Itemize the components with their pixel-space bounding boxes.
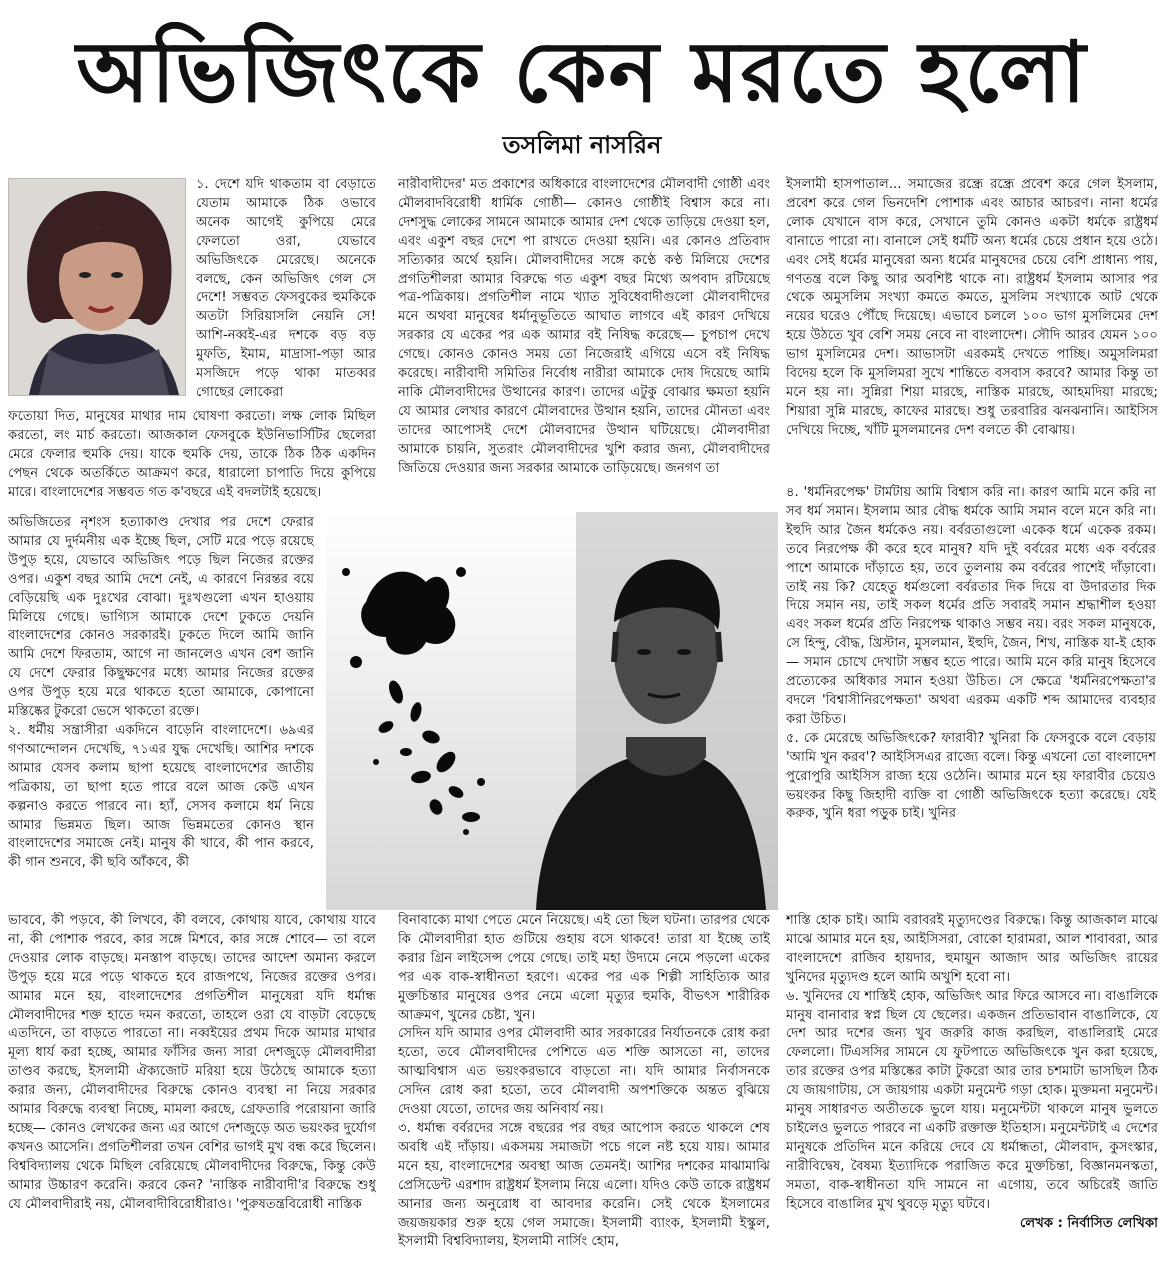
paragraph: সেদিন যদি আমার ওপর মৌলবাদী আর সরকারের নির্যাতনকে রোধ করা হতো, তবে মৌলবাদীদের পেশিতে এত শক্তি আসতো না, তাদের আত্মবিশ্বাস এত ভয়ংকরভাবে বাড়তো না। যদি আমার নির্বাসনকে সেদিন রোধ করা হতো, তবে মৌলবাদী অপশক্তিকে অন্তত বুঝিয়ে দেওয়া যেতো, তাদের জয় অনিবার্য নয়।: [398, 1026, 770, 1118]
paragraph: ভাববে, কী পড়বে, কী লিখবে, কী বলবে, কোথায় যাবে, কোথায় যাবে না, কী পোশাক পরবে, কার সঙ্গে মিশবে, কার সঙ্গে শোবে— তা বলে দেওয়ার লোক বাড়ছে। মনস্তাপ বাড়ছে। তাদের আদেশ অমান্য করলে উপুড় হয়ে মরে পড়ে থাকতে হবে রাজপথে, নিজের রক্তের ওপর। আমার মনে হয়, বাংলাদেশের প্রগতিশীল মানুষেরা যদি ধর্মান্ধ মৌলবাদীদের শক্ত হাতে দমন করতো, তাহলে ওরা যে বাড়টা বেড়েছে এতদিনে, তা বাড়তে পারতো না। নব্বইয়ের প্রথম দিকে আমার মাথার মূল্য ধার্য করা হচ্ছে, আমার ফাঁসির জন্য সারা দেশজুড়ে মৌলবাদীরা তাণ্ডব করছে, ইসলামী ঐক্যজোট মরিয়া হয়ে উঠেছে আমাকে হত্যা করার জন্য, মৌলবাদীদের বিরুদ্ধে কোনও ব্যবস্থা না নিয়ে সরকার আমার বিরুদ্ধে ব্যবস্থা নিচ্ছে, মামলা করছে, গ্রেফতারি পরোয়ানা জারি হচ্ছে— কোনও লেখকের জন্য এর আগে দেশজুড়ে অত ভয়ংকর দুর্যোগ কখনও আসেনি। প্রগতিশীলরা তখন বেশির ভাগই মুখ বন্ধ করে ছিলেন। বিশ্ববিদ্যালয় থেকে মিছিল বেরিয়েছে মৌলবাদীদের বিরুদ্ধে, কিন্তু কেউ আমার উচ্চারণ করেনি। করবে কেন? 'নাস্তিক নারীবাদী'র বিরুদ্ধে শুধু যে মৌলবাদীরাই নয়, মৌলবাদীবিরোধীরাও। 'পুরুষতন্ত্রবিরোধী নাস্তিক: [8, 913, 376, 1212]
paragraph: ৫. কে মেরেছে অভিজিৎকে? ফারাবী? খুনিরা কি ফেসবুকে বলে বেড়ায় 'আমি খুন করব'? আইসিসএর রাজ্যে বলে। কিন্তু এখনো তো বাংলাদেশ পুরোপুরি আইসিস রাজ্য হয়ে ওঠেনি। আমার মনে হয় ফারাবীর চেয়েও ভয়ংকর কিছু জিহাদী ব্যক্তি বা গোষ্ঠী অভিজিৎকে হত্যা করেছে। যেই করুক, খুনি ধরা পড়ুক চাই। খুনির: [786, 730, 1156, 822]
column-bottom-right: [786, 912, 1158, 1264]
paragraph: অভিজিতের নৃশংস হত্যাকাণ্ড দেখার পর দেশে ফেরার আমার যে দুর্দমনীয় এক ইচ্ছে ছিল, সেটি মরে পড়ে রয়েছে উপুড় হয়ে, যেভাবে অভিজিৎ পড়ে ছিল নিজের রক্তের ওপর। একুশ বছর আমি দেশে নেই, এ কারণে নিরন্তর বয়ে বেড়িয়েছি এক দুঃখের বোঝা। দুঃখগুলো এখন হাওয়ায় মিলিয়ে গেছে। ভাগ্যিস আমাকে দেশে ঢুকতে দেয়নি বাংলাদেশের কোনও সরকারই। ঢুকতে দিলে আমি জানি আমি দেশে ফিরতাম, আগে না জানলেও এখন বেশ জানি যে দেশে ফেরার কিছুক্ষণের মধ্যে আমার নিজের রক্তের ওপর উপুড় হয়ে মরে থাকতে হতো আমাকে, কোপানো মস্তিষ্কের টুকরো ভেসে থাকতো রক্তে।: [8, 515, 314, 720]
paragraph: ১. দেশে যদি থাকতাম বা বেড়াতে যেতাম আমাকে ঠিক ওভাবে অনেক আগেই কুপিয়ে মেরে ফেলতো ওরা, যেভাবে অভিজিৎকে মেরেছে। অনেকে বলছে, কেন অভিজিৎ গেল সে দেশে! সম্ভবত ফেসবুকের হুমকিকে অতটা সিরিয়াসলি নেয়নি সে! আশি-নব্বই-এর দশকে বড় বড় মুফতি, ইমাম, মাদ্রাসা-পড়া আর মসজিদে পড়ে থাকা মাতব্বর গোছের লোকেরা: [196, 177, 376, 400]
byline: তসলিমা নাসরিন: [502, 131, 662, 159]
paragraph: বিনাবাক্যে মাথা পেতে মেনে নিয়েছে। এই তো ছিল ঘটনা। তারপর থেকে কি মৌলবাদীরা হাত গুটিয়ে গুহায় বসে থাকবে! তারা যা ইচ্ছে তাই করার গ্রিন লাইসেন্স পেয়ে গেছে। তাই মহা উদ্যমে নেমে পড়লো একের পর এক বাক-স্বাধীনতা হরণে। একের পর এক শিল্পী সাহিত্যিক আর মুক্তচিন্তার মানুষের ওপর নেমে এলো মৃত্যুর হুমকি, বীভৎস শারীরিক আক্রমণ, খুনের চেষ্টা, খুন।: [398, 913, 770, 1023]
main-photo: [326, 512, 778, 910]
column-2-bottom: [398, 912, 770, 1264]
headline: অভিজিৎকে কেন মরতে হলো: [76, 23, 1088, 121]
author-portrait-image: [9, 179, 185, 395]
paragraph: শাস্তি হোক চাই। আমি বরাবরই মৃত্যুদণ্ডের বিরুদ্ধে। কিন্তু আজকাল মাঝে মাঝে আমার মনে হয়, আইসিসরা, বোকো হারামরা, আল শাবাবরা, আর বাংলাদেশে রাজিব হায়দার, হুমায়ুন আজাদ আর অভিজিৎ রায়ের খুনিদের মৃত্যুদণ্ড হলে আমি অখুশি হবো না।: [786, 913, 1158, 985]
paragraph: ৬. খুনিদের যে শাস্তিই হোক, অভিজিৎ আর ফিরে আসবে না। বাঙালিকে মানুষ বানাবার স্বপ্ন ছিল যে ছেলের। একজন প্রতিভাবান বাঙালিকে, যে দেশ আর দশের জন্য খুব জরুরি কাজ করছিল, বাঙালিরাই মেরে ফেললো। টিএসসির সামনে যে ফুটপাতে অভিজিৎকে খুন করা হয়েছে, তার রক্তের ওপর মস্তিষ্কের কাটা টুকরো আর তার চশমাটা ভাসছিল ঠিক যে জায়গাটায়, সে জায়গায় একটা মনুমেন্ট গড়া হোক। মুক্তমনা মনুমেন্ট। মানুষ সাধারণত অতীতকে ভুলে যায়। মনুমেন্টটা থাকলে মানুষ ভুলতে চাইলেও ভুলতে পারবে না একটি রক্তাক্ত ইতিহাস। মনুমেন্টটাই এ দেশের মানুষকে প্রতিদিন মনে করিয়ে দেবে যে ধর্মান্ধতা, মৌলবাদ, কুসংস্কার, নারীবিদ্বেষ, বৈষম্য ইত্যাদিকে পরাজিত করে মুক্তচিন্তা, বিজ্ঞানমনস্কতা, সমতা, বাক-স্বাধীনতা যদি সামনে না এগোয়, তবে অচিরেই জাতি হিসেবে বাঙালির মুখ থুবড়ে মৃত্যু ঘটবে।: [786, 988, 1158, 1212]
column-1-top: [196, 176, 376, 406]
paragraph: ফতোয়া দিত, মানুষের মাথার দাম ঘোষণা করতো। লক্ষ লোক মিছিল করতো, লং মার্চ করতো। আজকাল ফেসবুকে ইউনিভার্সিটির ছেলেরা মেরে ফেলার হুমকি দেয়। যাকে হুমকি দেয়, তাকে ঠিক ঠিক একদিন পেছন থেকে অতর্কিতে আক্রমণ করে, ধারালো চাপাতি দিয়ে কুপিয়ে মারে। বাংলাদেশের সম্ভবত গত ক'বছরে এই বদলটাই হয়েছে।: [8, 409, 376, 500]
column-3-middle: [786, 484, 1156, 910]
column-1-continued: [8, 408, 376, 508]
paragraph: ৪. 'ধর্মনিরপেক্ষ' টার্মটায় আমি বিশ্বাস করি না। কারণ আমি মনে করি না সব ধর্ম সমান। ইসলাম আর বৌদ্ধ ধর্মকে আমি সমান বলে মনে করি না। ইহুদি আর জৈন ধর্মকেও নয়। বর্বরতাগুলো একেক ধর্মে একেক রকম। তবে নিরপেক্ষ কী করে হবে মানুষ? যদি দুই বর্বরের মধ্যে এক বর্বরের পাশে আমাকে দাঁড়াতে হয়, তবে তুলনায় কম বর্বরের পাশেই দাঁড়াবো। তাই নয় কি? যেহেতু ধর্মগুলো বর্বরতার দিক দিয়ে বা উদারতার দিক দিয়ে সমান নয়, তাই সকল ধর্মের প্রতি সবারই সমান শ্রদ্ধাশীল হওয়া এবং সকল ধর্মের প্রতি নিরপেক্ষ থাকাও সম্ভব নয়। বরং সকল মানুষকে, সে হিন্দু, বৌদ্ধ, খ্রিস্টান, মুসলমান, ইহুদি, জৈন, শিখ, নাস্তিক যা-ই হোক— সমান চোখে দেখাটা সম্ভব হতে পারে। আমি মনে করি মানুষ হিসেবে প্রত্যেকের অধিকার সমান হওয়া উচিত। সে ক্ষেত্রে 'ধর্মনিরপেক্ষতা'র বদলে 'বিশ্বাসীনিরপেক্ষতা' অথবা এরকম একটি শব্দ আমাদের ব্যবহার করা উচিত।: [786, 485, 1156, 727]
column-bottom-left: [8, 912, 376, 1264]
paragraph: ৩. ধর্মান্ধ বর্বরদের সঙ্গে বছরের পর বছর আপোস করতে থাকলে শেষ অবধি এই দাঁড়ায়। একসময় সমাজটা পচে গলে নষ্ট হয়ে যায়। আমার মনে হয়, বাংলাদেশের অবস্থা আজ তেমনই। আশির দশকের মাঝামাঝি প্রেসিডেন্ট এরশাদ রাষ্ট্রধর্ম ইসলাম নিয়ে এলো। যদিও কেউ তাকে রাষ্ট্রধর্ম আনার জন্য অনুরোধ বা আবদার করেনি। সেই থেকে ইসলামের জয়জয়কার শুরু হয়ে গেল সমাজে। ইসলামী ব্যাংক, ইসলামী ইস্কুল, ইসলামী বিশ্ববিদ্যালয়, ইসলামী নার্সিং হোম,: [398, 1120, 770, 1250]
column-1-lower: [8, 514, 314, 910]
main-photo-image: [326, 512, 778, 910]
author-portrait: [8, 178, 186, 396]
paragraph: ইসলামী হাসপাতাল... সমাজের রন্ধ্রে রন্ধ্রে প্রবেশ করে গেল ইসলাম, প্রবেশ করে গেল ভিনদেশি পোশাক এবং আচার আচরণ। নানা ধর্মের লোক যেখানে বাস করে, সেখানে তুমি কোনও একটা ধর্মকে রাষ্ট্রধর্ম বানাতে পারো না। বানালে সেই ধর্মটি অন্য ধর্মের চেয়ে প্রধান হয়ে ওঠে। এবং সেই ধর্মের মানুষেরা অন্য ধর্মের মানুষদের চেয়ে বেশি প্রাধান্য পায়, গণতন্ত্র বলে কিছু আর অবশিষ্ট থাকে না। রাষ্ট্রধর্ম ইসলাম আসার পর থেকে অমুসলিম সংখ্যা কমতে কমতে, মুসলিম সংখ্যাকে আট থেকে নয়ের ঘরেও পৌঁছে দিয়েছে। এভাবে চললে ১০০ ভাগ মুসলিমের দেশ হয়ে উঠতে খুব বেশি সময় নেবে না বাংলাদেশ। সৌদি আরব যেমন ১০০ ভাগ মুসলিমের দেশ। আভাসটা এরকমই দেখতে পাচ্ছি। অমুসলিমরা বিদেয় হলে কি মুসলিমরা সুখে শান্তিতে বসবাস করবে? আমার কিন্তু তা মনে হয় না। সুন্নিরা শিয়া মারছে, নাস্তিক মারছে, আহমদিয়া মারছে; শিয়ারা সুন্নি মারছে, কাফের মারছে। শুধু তরবারির ঝনঝনানি। আইসিস দেখিয়ে দিচ্ছে, খাঁটি মুসলমানের দেশ বলতে কী বোঝায়।: [786, 177, 1158, 438]
paragraph: ২. ধর্মীয় সন্ত্রাসীরা একদিনে বাড়েনি বাংলাদেশে। ৬৯এর গণআন্দোলন দেখেছি, ৭১এর যুদ্ধ দেখেছি। আশির দশকে আমার যেসব কলাম ছাপা হয়েছে বাংলাদেশের জাতীয় পত্রিকায়, তা ছাপা হতে পারে বলে আজ কেউ এখন কল্পনাও করতে পারবে না। হ্যাঁ, সেসব কলামে ধর্ম নিয়ে আমার ভিন্নমত ছিল। আজ ভিন্নমতের কোনও স্থান বাংলাদেশের সমাজে নেই। মানুষ কী খাবে, কী পান করবে, কী গান শুনবে, কী ছবি আঁকবে, কী: [8, 722, 314, 871]
author-signoff: লেখক : নির্বাসিত লেখিকা: [1020, 1215, 1158, 1231]
column-2-top: [398, 176, 770, 506]
paragraph: নারীবাদীদের' মত প্রকাশের অধিকারে বাংলাদেশের মৌলবাদী গোষ্ঠী এবং মৌলবাদবিরোধী ধার্মিক গোষ্ঠী— কোনও গোষ্ঠীই বিশ্বাস করে না। দেশসুদ্ধ লোকের সামনে আমাকে আমার দেশ থেকে তাড়িয়ে দেওয়া হল, এবং একুশ বছর দেশে পা রাখতে দেওয়া হয়নি। এর কোনও প্রতিবাদ সত্যিকার অর্থে হয়নি। মৌলবাদীদের সঙ্গে কণ্ঠে কণ্ঠ মিলিয়ে দেশের প্রগতিশীলরা আমার বিরুদ্ধে গত একুশ বছর মিথ্যে অপবাদ রটিয়েছে পত্র-পত্রিকায়। প্রগতিশীল নামে খ্যাত সুবিধেবাদীগুলো মৌলবাদীদের মনে অথবা মানুষের ধর্মানুভূতিতে আঘাত লাগবে এই কারণ দেখিয়ে সরকার যে একের পর এক আমার বই নিষিদ্ধ করেছে— চুপচাপ দেখে গেছে। কোনও কোনও সময় তো নিজেরাই এগিয়ে এসে বই নিষিদ্ধ করেছে। নারীবাদী সমিতির নির্বোধ নারীরা আমাকে দোষ দিয়েছে আমি নাকি মৌলবাদীদের উত্থানের কারণ। তাদের এটুকু বোঝার ক্ষমতা হয়নি যে আমার লেখার কারণে মৌলবাদের উত্থান হয়নি, তাদের মৌনতা এবং তাদের আপোসই দেশে মৌলবাদের উত্থান ঘটিয়েছে। মৌলবাদীরা আমাকে চায়নি, সুতরাং মৌলবাদীদের খুশি করার জন্য, মৌলবাদীদের জিতিয়ে দেওয়ার জন্য সরকার আমাকে তাড়িয়েছে। জনগণ তা: [398, 177, 770, 476]
column-3-top: [786, 176, 1158, 480]
